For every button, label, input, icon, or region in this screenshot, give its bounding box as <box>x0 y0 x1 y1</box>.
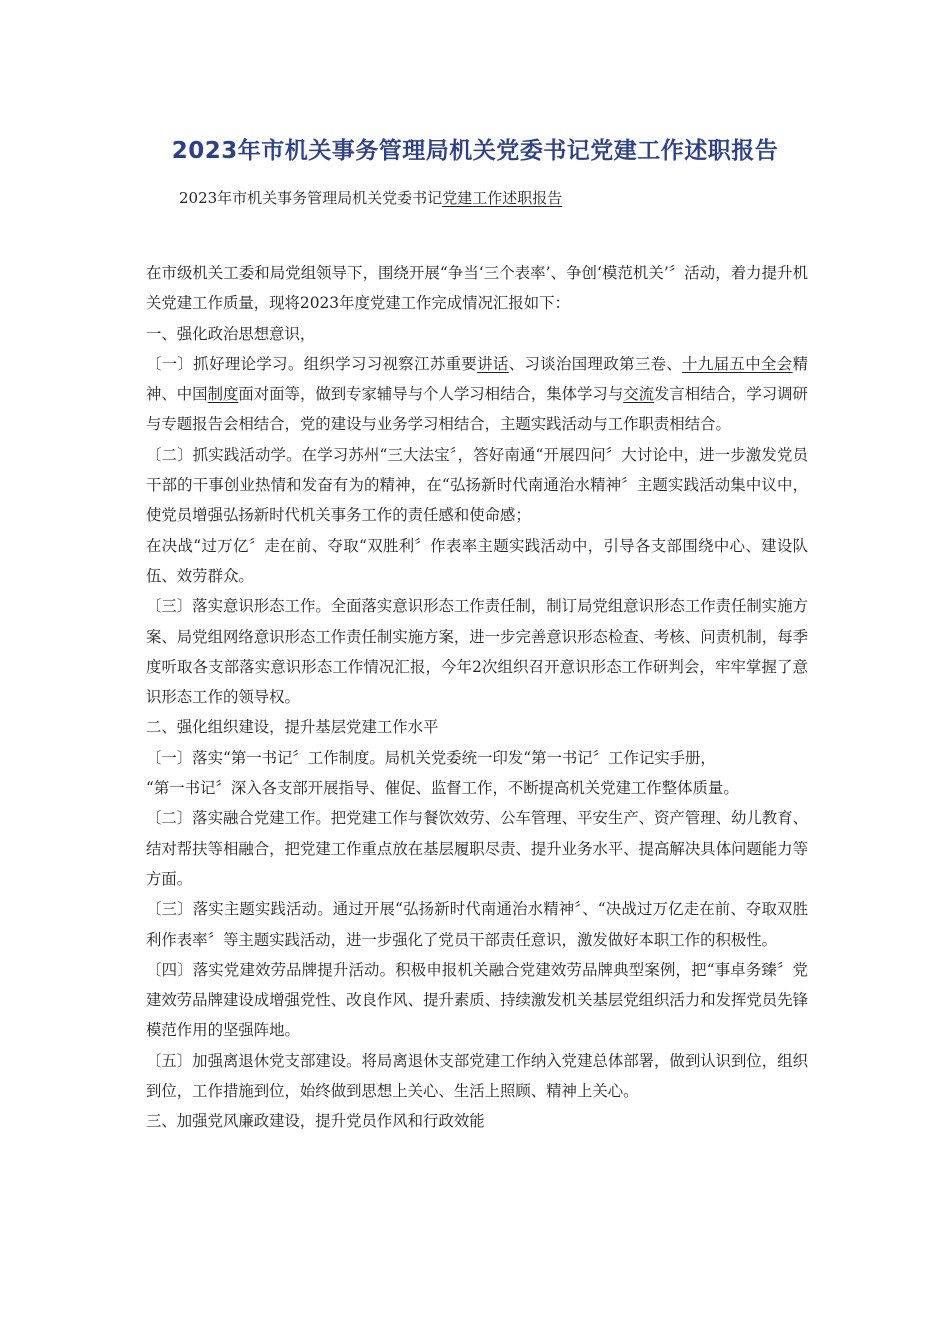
paragraph-first-secretary-cont: “第一书记〞深入各支部开展指导、催促、监督工作，不断提高机关党建工作整体质量。 <box>146 779 739 798</box>
text-run: 、习谈治国理政第三卷、 <box>508 354 683 373</box>
paragraph-ideology: 〔三〕落实意识形态工作。全面落实意识形态工作责任制，制订局党组意识形态工作责任制实施方案、局党组网络意识形态工作责任制实施方案，进一步完善意识形态检查、考核、问责机制，每季度听取各支部落实意识形态工作情况汇报，今年2次组织召开意识形态工作研判会，牢牢掌握了意识形态工作的领导权。 <box>146 597 808 707</box>
subtitle-link[interactable]: 党建工作述职报告 <box>442 189 563 207</box>
paragraph-brand: 〔四〕落实党建效劳品牌提升活动。积极申报机关融合党建效劳品牌典型案例，把“事卓务臻〞党建效劳品牌建设成增强党性、改良作风、提升素质、持续激发机关基层党组织活力和发挥党员先锋模范作用的坚强阵地。 <box>146 960 808 1040</box>
section-heading-3: 三、加强党风廉政建设，提升党员作风和行政效能 <box>146 1112 485 1131</box>
document-body <box>146 258 808 1137</box>
text-run: 〔一〕抓好理论学习。组织学习习视察江苏重要 <box>146 354 478 373</box>
link-speech[interactable]: 讲话 <box>477 354 509 373</box>
paragraph-retirees: 〔五〕加强离退休党支部建设。将局离退休支部党建工作纳入党建总体部署，做到认识到位，组织到位，工作措施到位，始终做到思想上关心、生活上照顾、精神上关心。 <box>146 1051 808 1101</box>
link-system[interactable]: 制度 <box>207 385 239 404</box>
section-heading-1: 一、强化政治思想意识， <box>146 324 316 343</box>
document-title: 2023年市机关事务管理局机关党委书记党建工作述职报告 <box>171 138 779 164</box>
paragraph-practice-cont: 在决战“过万亿〞走在前、夺取“双胜利〞作表率主题实践活动中，引导各支部围绕中心、建设队伍、效劳群众。 <box>146 536 808 585</box>
text-run: 发言相结合，学习调研与专题报告会相结合，党的建设与业务学习相结合，主题实践活动与工作职责相结合。 <box>146 385 808 434</box>
paragraph-first-secretary: 〔一〕落实“第一书记〞工作制度。局机关党委统一印发“第一书记〞工作记实手册， <box>146 748 716 767</box>
paragraph-theory-study <box>146 349 808 440</box>
link-plenary[interactable]: 十九届五中全会 <box>682 354 793 373</box>
text-run: 面对面等，做到专家辅导与个人学习相结合，集体学习与 <box>238 385 624 404</box>
document-subtitle <box>179 187 562 208</box>
paragraph-integration: 〔二〕落实融合党建工作。把党建工作与餐饮效劳、公车管理、平安生产、资产管理、幼儿教育、结对帮扶等相融合，把党建工作重点放在基层履职尽责、提升业务水平、提高解决具体问题能力等方面。 <box>146 809 808 888</box>
text-run: 精神、中国 <box>146 354 808 404</box>
link-exchange[interactable]: 交流 <box>623 385 655 404</box>
paragraph-practice: 〔二〕抓实践活动学。在学习苏州“三大法宝〞，答好南通“开展四问〞大讨论中，进一步激发党员干部的干事创业热情和发奋有为的精神，在“弘扬新时代南通治水精神〞主题实践活动集中议中，使党员增强弘扬新时代机关事务工作的责任感和使命感； <box>146 445 808 525</box>
paragraph-theme-activities: 〔三〕落实主题实践活动。通过开展“弘扬新时代南通治水精神〞、“决战过万亿走在前、夺取双胜利作表率〞等主题实践活动，进一步强化了党员干部责任意识，激发做好本职工作的积极性。 <box>146 900 808 949</box>
subtitle-text: 2023年市机关事务管理局机关党委书记 <box>179 189 443 207</box>
paragraph-intro: 在市级机关工委和局党组领导下，围绕开展“争当‘三个表率’、争创‘模范机关’〞活动，着力提升机关党建工作质量，现将2023年度党建工作完成情况汇报如下： <box>146 264 808 313</box>
section-heading-2: 二、强化组织建设，提升基层党建工作水平 <box>146 718 439 737</box>
